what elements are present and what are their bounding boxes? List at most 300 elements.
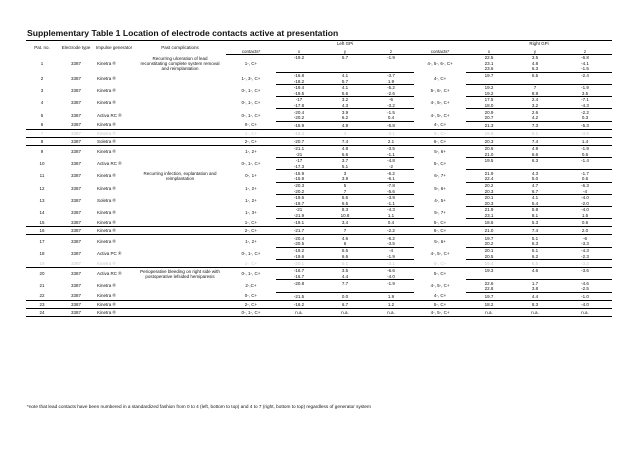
cell-left-z: -1.9 bbox=[368, 253, 414, 259]
col-header-right-contacts: contacts* bbox=[414, 49, 466, 55]
cell-impulse-generator: Kinetra ® bbox=[94, 259, 134, 267]
cell-left-y: 7 bbox=[322, 227, 368, 235]
cell-left-x: -19.1 bbox=[276, 219, 322, 227]
col-header-past-complications: Past complications bbox=[134, 41, 226, 55]
cell-left-y: 3.7 bbox=[341, 158, 349, 164]
cell-right-z: -3.3 bbox=[558, 259, 612, 267]
cell-left-contacts: 1-, 2+ bbox=[245, 149, 257, 155]
cell-right-y: 4.8 bbox=[531, 60, 539, 66]
cell-left-y: 3 bbox=[343, 170, 347, 176]
cell-right-z: -1.4 bbox=[581, 158, 589, 164]
cell-right-x: 19.7 bbox=[466, 292, 512, 300]
col-header-left-y: y bbox=[322, 49, 368, 55]
cell-right-x: 23.1 bbox=[466, 213, 512, 219]
cell-left-z: -1.9 bbox=[387, 280, 395, 286]
cell-left-x: -17.3 bbox=[276, 164, 322, 170]
col-header-impulse-generator: Impulse generator bbox=[94, 41, 134, 55]
cell-left-y: 7.4 bbox=[322, 137, 368, 145]
cell-past-complications: Recurring ulceration of lead reconstitating complete system removal and reimplantation bbox=[140, 55, 220, 71]
cell-pat-no: 4 bbox=[40, 100, 44, 106]
cell-right-contacts: 5-, C+ bbox=[433, 271, 447, 277]
cell-right-y: 5.5 bbox=[512, 259, 558, 267]
cell-left-x: -15.9 bbox=[276, 121, 322, 129]
cell-past-complications bbox=[134, 72, 226, 84]
cell-electrode-type: 3387 bbox=[58, 137, 94, 145]
cell-electrode-type: 3387 bbox=[70, 161, 81, 167]
cell-right-y: 4.4 bbox=[512, 292, 558, 300]
cell-left-x: -19.4 bbox=[293, 85, 305, 91]
cell-left-y: 5.7 bbox=[322, 78, 368, 84]
cell-left-z: -6.1 bbox=[368, 176, 414, 182]
cell-pat-no: 7 bbox=[26, 129, 58, 137]
table-title: Supplementary Table 1 Location of electrode contacts active at presentation bbox=[27, 28, 339, 38]
cell-right-contacts: 5-, C+ bbox=[414, 259, 466, 267]
cell-right-x: 20.5 bbox=[466, 253, 512, 259]
cell-electrode-type: 3387 bbox=[58, 259, 94, 267]
cell-right-x: 17.5 bbox=[484, 97, 494, 103]
cell-electrode-type: 3387 bbox=[70, 149, 81, 155]
header-right-gpi: Right GPi bbox=[466, 41, 612, 47]
cell-right-z: -1.9 bbox=[581, 146, 589, 152]
cell-right-y: 3.8 bbox=[512, 286, 558, 292]
cell-right-z: 0.6 bbox=[558, 219, 612, 227]
cell-left-z: -2.2 bbox=[368, 227, 414, 235]
col-header-right-y: y bbox=[512, 49, 558, 55]
cell-right-x: 21.0 bbox=[466, 151, 512, 157]
cell-right-x: 20.3 bbox=[466, 137, 512, 145]
cell-right-x: 21.3 bbox=[466, 121, 512, 129]
cell-left-y: 5.6 bbox=[322, 91, 368, 97]
cell-impulse-generator: Kinetra ® bbox=[94, 308, 134, 316]
cell-right-contacts: 5-, 6+ bbox=[434, 149, 446, 155]
cell-impulse-generator: Kinetra ® bbox=[94, 219, 134, 227]
cell-left-z: -5.2 bbox=[387, 85, 395, 91]
cell-impulse-generator: Kinetra ® bbox=[97, 173, 116, 179]
cell-right-y: 5.0 bbox=[512, 176, 558, 182]
cell-right-x: 23.6 bbox=[466, 66, 512, 72]
cell-left-y: 3.5 bbox=[341, 268, 349, 274]
cell-left-contacts: 2-, C+ bbox=[226, 300, 276, 308]
cell-electrode-type: 3387 bbox=[70, 185, 81, 191]
cell-past-complications bbox=[134, 194, 226, 206]
cell-right-x: 20.3 bbox=[466, 188, 512, 194]
cell-left-z: 1.1 bbox=[368, 213, 414, 219]
cell-right-x: 21.9 bbox=[484, 207, 494, 213]
cell-impulse-generator: Kinetra ® bbox=[97, 100, 116, 106]
footnote: *note that lead contacts have been numbered in a standardized fashion from 0 to 4 (left, bottom to top) and 4 to 7 (right, bottom to top) regardless of generator system bbox=[27, 404, 371, 409]
cell-electrode-type: 3387 bbox=[58, 219, 94, 227]
table-row bbox=[26, 227, 612, 235]
cell-right-z: -4.3 bbox=[558, 103, 612, 109]
cell-right-y: 6.5 bbox=[531, 72, 539, 78]
cell-impulse-generator: Kinetra ® bbox=[94, 129, 134, 137]
cell-left-z: -5.6 bbox=[368, 188, 414, 194]
cell-left-x: -15.9 bbox=[293, 170, 305, 176]
cell-left-x: -20.2 bbox=[276, 115, 322, 121]
cell-impulse-generator: Kinetra ® bbox=[97, 88, 116, 93]
cell-left-y: 5.1 bbox=[322, 164, 368, 170]
cell-pat-no: 22 bbox=[26, 292, 58, 300]
cell-right-y: 5.4 bbox=[512, 200, 558, 206]
cell-left-x: -20.1 bbox=[276, 259, 322, 267]
cell-left-contacts: 2-, C+ bbox=[226, 137, 276, 145]
cell-past-complications bbox=[134, 292, 226, 300]
cell-left-z: -4.0 bbox=[368, 274, 414, 280]
cell-right-z: -6.3 bbox=[581, 182, 589, 188]
cell-left-contacts: 2-,C+ bbox=[245, 283, 257, 289]
cell-right-z: -2.3 bbox=[558, 253, 612, 259]
cell-left-y: 5 bbox=[343, 182, 347, 188]
cell-right-contacts: 6-, C+ bbox=[414, 137, 466, 145]
cell-right-y: 6.3 bbox=[512, 241, 558, 247]
table-row bbox=[26, 137, 612, 145]
cell-right-z: 0.6 bbox=[558, 151, 612, 157]
cell-right-z: -1.9 bbox=[581, 85, 589, 91]
cell-pat-no: 18 bbox=[39, 250, 45, 256]
cell-left-x: -21 bbox=[276, 151, 322, 157]
cell-left-z: 0.4 bbox=[368, 115, 414, 121]
cell-right-y: 7.3 bbox=[512, 121, 558, 129]
cell-right-x: 20.3 bbox=[466, 200, 512, 206]
cell-left-y: 4 bbox=[322, 129, 368, 137]
cell-right-contacts: 4-, 5-, C+ bbox=[430, 112, 450, 118]
cell-left-contacts: 1-, 2+ bbox=[245, 238, 257, 244]
cell-past-complications bbox=[134, 145, 226, 157]
cell-right-z: -2.0 bbox=[558, 200, 612, 206]
cell-left-y: 6.5 bbox=[322, 200, 368, 206]
cell-past-complications bbox=[134, 280, 226, 292]
cell-right-contacts: 4-, 5-, C+ bbox=[414, 308, 466, 316]
cell-impulse-generator: Soletra ® bbox=[94, 137, 134, 145]
cell-left-z: 1.2 bbox=[368, 300, 414, 308]
cell-impulse-generator: Kinetra ® bbox=[97, 75, 116, 81]
cell-right-z: -3.3 bbox=[558, 241, 612, 247]
cell-right-z: -2.2 bbox=[581, 109, 589, 115]
cell-right-x: 20.2 bbox=[484, 182, 494, 188]
cell-right-y: 4.1 bbox=[531, 195, 539, 201]
cell-right-contacts: 4-, C+ bbox=[414, 292, 466, 300]
cell-left-z: -6.2 bbox=[387, 235, 395, 241]
cell-impulse-generator: Kinetra ® bbox=[94, 227, 134, 235]
cell-right-contacts: 4-, C+ bbox=[433, 75, 447, 81]
col-header-right-z: z bbox=[558, 49, 612, 55]
cell-left-y: 0.0 bbox=[322, 292, 368, 300]
cell-left-y: 4.6 bbox=[341, 235, 349, 241]
cell-right-x: 19.2 bbox=[484, 85, 494, 91]
cell-right-contacts: 5-, 6-, C+ bbox=[430, 88, 450, 93]
cell-right-z: -4.0 bbox=[581, 207, 589, 213]
cell-left-y: 4.1 bbox=[341, 72, 349, 78]
cell-electrode-type: 3387 bbox=[58, 121, 94, 129]
cell-left-z: -4 bbox=[389, 247, 394, 253]
cell-right-z: 2.0 bbox=[558, 227, 612, 235]
cell-electrode-type: 3387 bbox=[70, 60, 81, 66]
cell-right-y: 2.4 bbox=[531, 97, 539, 103]
cell-right-x: n.a. bbox=[466, 308, 512, 316]
cell-right-z: -4.6 bbox=[581, 280, 589, 286]
cell-pat-no: 17 bbox=[39, 238, 45, 244]
cell-electrode-type: 3387 bbox=[70, 250, 81, 256]
cell-past-complications bbox=[134, 247, 226, 259]
cell-left-contacts: 1-, 3-, C+ bbox=[241, 75, 261, 81]
cell-right-z: 1.4 bbox=[558, 137, 612, 145]
cell-electrode-type: 3387 bbox=[70, 238, 81, 244]
cell-electrode-type: 3387 bbox=[70, 75, 81, 81]
cell-pat-no: 23 bbox=[26, 300, 58, 308]
cell-left-y: 6.2 bbox=[322, 115, 368, 121]
cell-left-contacts: 1-, 2+ bbox=[245, 185, 257, 191]
cell-pat-no: 14 bbox=[39, 210, 45, 216]
cell-past-complications: Perioperative bleeding on right side with postoperative lefsided hemiparesis bbox=[140, 268, 220, 279]
cell-right-y: 1.7 bbox=[531, 280, 539, 286]
cell-left-x: -20.8 bbox=[293, 280, 305, 286]
cell-left-z: -3.5 bbox=[387, 146, 395, 152]
cell-right-x: 20.2 bbox=[466, 241, 512, 247]
cell-pat-no: 13 bbox=[39, 197, 45, 203]
cell-left-contacts: 1-, 3+ bbox=[245, 210, 257, 216]
cell-left-y: 4.1 bbox=[341, 85, 349, 91]
cell-left-contacts: 0-, 1-, C+ bbox=[241, 161, 261, 167]
cell-left-contacts: 0-, 1-, C+ bbox=[241, 250, 261, 256]
cell-left-contacts: 0-, 1-, C+ bbox=[241, 112, 261, 118]
cell-right-z: -6 bbox=[583, 235, 588, 241]
cell-left-y: 6.6 bbox=[322, 151, 368, 157]
cell-left-x: -16.7 bbox=[276, 274, 322, 280]
cell-past-complications bbox=[134, 158, 226, 170]
cell-right-x: 18.2 bbox=[466, 300, 512, 308]
cell-left-x: -19.6 bbox=[276, 253, 322, 259]
cell-left-x: -17.8 bbox=[276, 103, 322, 109]
cell-left-y: 5.6 bbox=[341, 195, 349, 201]
cell-right-contacts: 5-, C+ bbox=[414, 219, 466, 227]
cell-right-contacts: 5-, 6+ bbox=[434, 185, 446, 191]
cell-left-contacts: 0-, 1-, C+ bbox=[241, 88, 261, 93]
cell-past-complications bbox=[134, 308, 226, 316]
cell-left-x: -20.7 bbox=[276, 137, 322, 145]
cell-right-y: 6.2 bbox=[512, 253, 558, 259]
cell-right-z: -7.1 bbox=[581, 97, 589, 103]
cell-right-z: -2.4 bbox=[581, 72, 589, 78]
cell-left-x: -18.2 bbox=[276, 78, 322, 84]
cell-right-x: 19.2 bbox=[466, 91, 512, 97]
cell-right-contacts: 4-, 5-, C+ bbox=[430, 250, 450, 256]
cell-impulse-generator: Activa RC ® bbox=[97, 161, 122, 167]
cell-impulse-generator: Kinetra ® bbox=[94, 121, 134, 129]
cell-left-z: -3.1 bbox=[368, 129, 414, 137]
cell-pat-no: 5 bbox=[40, 112, 44, 118]
cell-left-z: -1.5 bbox=[387, 109, 395, 115]
cell-right-y: 5.1 bbox=[531, 235, 539, 241]
cell-impulse-generator: Kinetra ® bbox=[97, 238, 116, 244]
cell-left-x: -16.2 bbox=[276, 300, 322, 308]
col-header-left-x: x bbox=[276, 49, 322, 55]
cell-right-x: 19.5 bbox=[484, 158, 494, 164]
cell-electrode-type: 3387 bbox=[70, 88, 81, 93]
cell-right-y: 6.3 bbox=[531, 158, 539, 164]
cell-left-z: n.a. bbox=[368, 308, 414, 316]
cell-left-z: 1.9 bbox=[368, 292, 414, 300]
cell-right-contacts: 4-, C+ bbox=[414, 121, 466, 129]
cell-left-y: 3.4 bbox=[322, 219, 368, 227]
cell-left-contacts: 1-, C+ bbox=[244, 61, 258, 67]
cell-right-z: 0.3 bbox=[558, 115, 612, 121]
col-header-left-z: z bbox=[368, 49, 414, 55]
cell-left-y: 5.7 bbox=[341, 55, 349, 61]
table-row bbox=[26, 292, 612, 300]
col-header-left-contacts: contacts* bbox=[226, 49, 276, 55]
cell-right-x: 21.0 bbox=[466, 227, 512, 235]
cell-right-y: 5.8 bbox=[531, 207, 539, 213]
table-row bbox=[26, 259, 612, 267]
cell-left-y: 7.7 bbox=[341, 280, 349, 286]
cell-right-y: 6.3 bbox=[512, 66, 558, 72]
cell-left-y: 3.9 bbox=[341, 109, 349, 115]
cell-pat-no: 12 bbox=[39, 185, 45, 191]
cell-left-y: 3.9 bbox=[322, 176, 368, 182]
cell-left-y: 4.4 bbox=[322, 274, 368, 280]
cell-pat-no: 20 bbox=[39, 271, 45, 277]
cell-right-y: 6.7 bbox=[512, 188, 558, 194]
cell-pat-no: 2 bbox=[40, 75, 44, 81]
cell-right-x: 19.9 bbox=[466, 129, 512, 137]
cell-left-z: -3.5 bbox=[368, 241, 414, 247]
cell-left-y: 4.8 bbox=[341, 146, 349, 152]
cell-left-z: 1.9 bbox=[368, 78, 414, 84]
cell-left-contacts: 0-, 1-, C+ bbox=[241, 100, 261, 106]
cell-left-z: 0.4 bbox=[368, 219, 414, 227]
cell-left-y: 4.9 bbox=[322, 121, 368, 129]
cell-impulse-generator: Kinetra ® bbox=[97, 60, 116, 66]
col-header-right-x: x bbox=[466, 49, 512, 55]
cell-left-contacts: 0-, 1+ bbox=[245, 173, 257, 179]
cell-right-z: 3.5 bbox=[558, 91, 612, 97]
cell-right-y: 8.3 bbox=[512, 300, 558, 308]
cell-left-x: -16.7 bbox=[293, 268, 305, 274]
table-row bbox=[26, 129, 612, 137]
cell-right-x: 20.1 bbox=[484, 247, 494, 253]
cell-right-z: 1.5 bbox=[558, 213, 612, 219]
cell-right-x: 22.6 bbox=[484, 280, 494, 286]
cell-impulse-generator: Activa RC ® bbox=[97, 112, 122, 118]
cell-left-z: -3.1 bbox=[368, 259, 414, 267]
cell-right-y: 5.3 bbox=[512, 219, 558, 227]
cell-electrode-type: 3387 bbox=[58, 308, 94, 316]
cell-past-complications bbox=[134, 300, 226, 308]
cell-right-y: 7.4 bbox=[512, 227, 558, 235]
cell-left-y: 3.2 bbox=[341, 97, 349, 103]
cell-pat-no: 11 bbox=[39, 173, 45, 179]
cell-impulse-generator: Kinetra ® bbox=[97, 185, 116, 191]
cell-pat-no: 3 bbox=[40, 88, 44, 93]
cell-left-z: -4.8 bbox=[387, 158, 395, 164]
cell-left-x: n.a. bbox=[276, 308, 322, 316]
cell-left-x: -20.3 bbox=[293, 182, 305, 188]
cell-left-x: -17 bbox=[295, 158, 303, 164]
cell-right-y: 6.6 bbox=[512, 151, 558, 157]
cell-right-z: -3.8 bbox=[558, 129, 612, 137]
cell-right-x: 22.8 bbox=[466, 286, 512, 292]
cell-left-x: -21 bbox=[295, 207, 303, 213]
cell-left-z: -6.6 bbox=[387, 268, 395, 274]
cell-electrode-type: 3387 bbox=[70, 112, 81, 118]
cell-left-contacts: 1-, C+ bbox=[226, 129, 276, 137]
cell-past-complications bbox=[134, 235, 226, 247]
cell-pat-no: 15 bbox=[26, 219, 58, 227]
cell-right-contacts: 6-, 7+ bbox=[434, 173, 446, 179]
cell-right-z: -4 bbox=[558, 188, 612, 194]
cell-right-y: 3.2 bbox=[512, 103, 558, 109]
cell-right-y: 8.1 bbox=[512, 213, 558, 219]
header-left-gpi: Left GPi bbox=[276, 41, 414, 47]
cell-right-contacts: 4-, 5-, 6-, C+ bbox=[427, 61, 453, 67]
cell-pat-no: 16 bbox=[26, 227, 58, 235]
cell-left-y: 7 bbox=[322, 188, 368, 194]
cell-pat-no: 10 bbox=[39, 161, 45, 167]
cell-past-complications bbox=[134, 121, 226, 129]
cell-left-y: 4.3 bbox=[322, 103, 368, 109]
cell-left-x: -15.9 bbox=[276, 176, 322, 182]
cell-electrode-type: 3387 bbox=[58, 292, 94, 300]
cell-right-z: -3.6 bbox=[581, 268, 589, 274]
cell-left-x: -21.7 bbox=[276, 227, 322, 235]
col-header-electrode-type: Electrode type bbox=[58, 41, 94, 55]
cell-left-y: 6 bbox=[322, 241, 368, 247]
cell-right-y: 8.9 bbox=[512, 91, 558, 97]
cell-left-y: 6.7 bbox=[322, 300, 368, 308]
cell-right-z: -4.3 bbox=[581, 247, 589, 253]
table-row bbox=[26, 121, 612, 129]
cell-left-z: -1.1 bbox=[368, 151, 414, 157]
cell-right-x: 20.6 bbox=[484, 146, 494, 152]
cell-right-contacts: 6-, C+ bbox=[414, 227, 466, 235]
cell-right-x: 19.3 bbox=[484, 268, 494, 274]
cell-past-complications bbox=[134, 129, 226, 137]
cell-left-x: -19.7 bbox=[276, 200, 322, 206]
cell-right-z: n.a. bbox=[558, 308, 612, 316]
cell-right-z: 0.6 bbox=[558, 176, 612, 182]
cell-past-complications bbox=[134, 259, 226, 267]
table-row bbox=[26, 300, 612, 308]
cell-right-x: 22.5 bbox=[484, 55, 494, 61]
cell-left-y: 6.6 bbox=[322, 253, 368, 259]
cell-right-z: -5.3 bbox=[558, 121, 612, 129]
cell-right-y: 7 bbox=[533, 85, 537, 91]
cell-impulse-generator: Kinetra ® bbox=[94, 300, 134, 308]
cell-left-x: -21.1 bbox=[293, 146, 305, 152]
cell-past-complications bbox=[134, 97, 226, 109]
cell-left-z: -6 bbox=[389, 97, 394, 103]
cell-right-y: 4.7 bbox=[531, 182, 539, 188]
cell-left-z: -3.7 bbox=[387, 72, 395, 78]
cell-left-x: -20.4 bbox=[293, 235, 305, 241]
cell-left-z: -6.2 bbox=[387, 170, 395, 176]
cell-right-z: -6.8 bbox=[581, 55, 589, 61]
cell-right-y: 7.4 bbox=[512, 137, 558, 145]
cell-right-x: 18.0 bbox=[466, 103, 512, 109]
cell-right-z: -1.0 bbox=[558, 292, 612, 300]
cell-impulse-generator: Kinetra ® bbox=[94, 292, 134, 300]
cell-right-contacts: 4-, 5-, C+ bbox=[430, 283, 450, 289]
cell-impulse-generator: Activa PC ® bbox=[97, 250, 122, 256]
cell-left-x: -19.2 bbox=[293, 55, 305, 61]
cell-electrode-type: 3387 bbox=[58, 129, 94, 137]
cell-left-x: -19.2 bbox=[293, 247, 305, 253]
cell-left-z: -5.8 bbox=[368, 121, 414, 129]
cell-impulse-generator: Activa RC ® bbox=[97, 271, 122, 277]
cell-electrode-type: 3387 bbox=[70, 197, 81, 203]
cell-right-contacts: 5-, C+ bbox=[414, 300, 466, 308]
cell-right-y: 4.9 bbox=[531, 146, 539, 152]
